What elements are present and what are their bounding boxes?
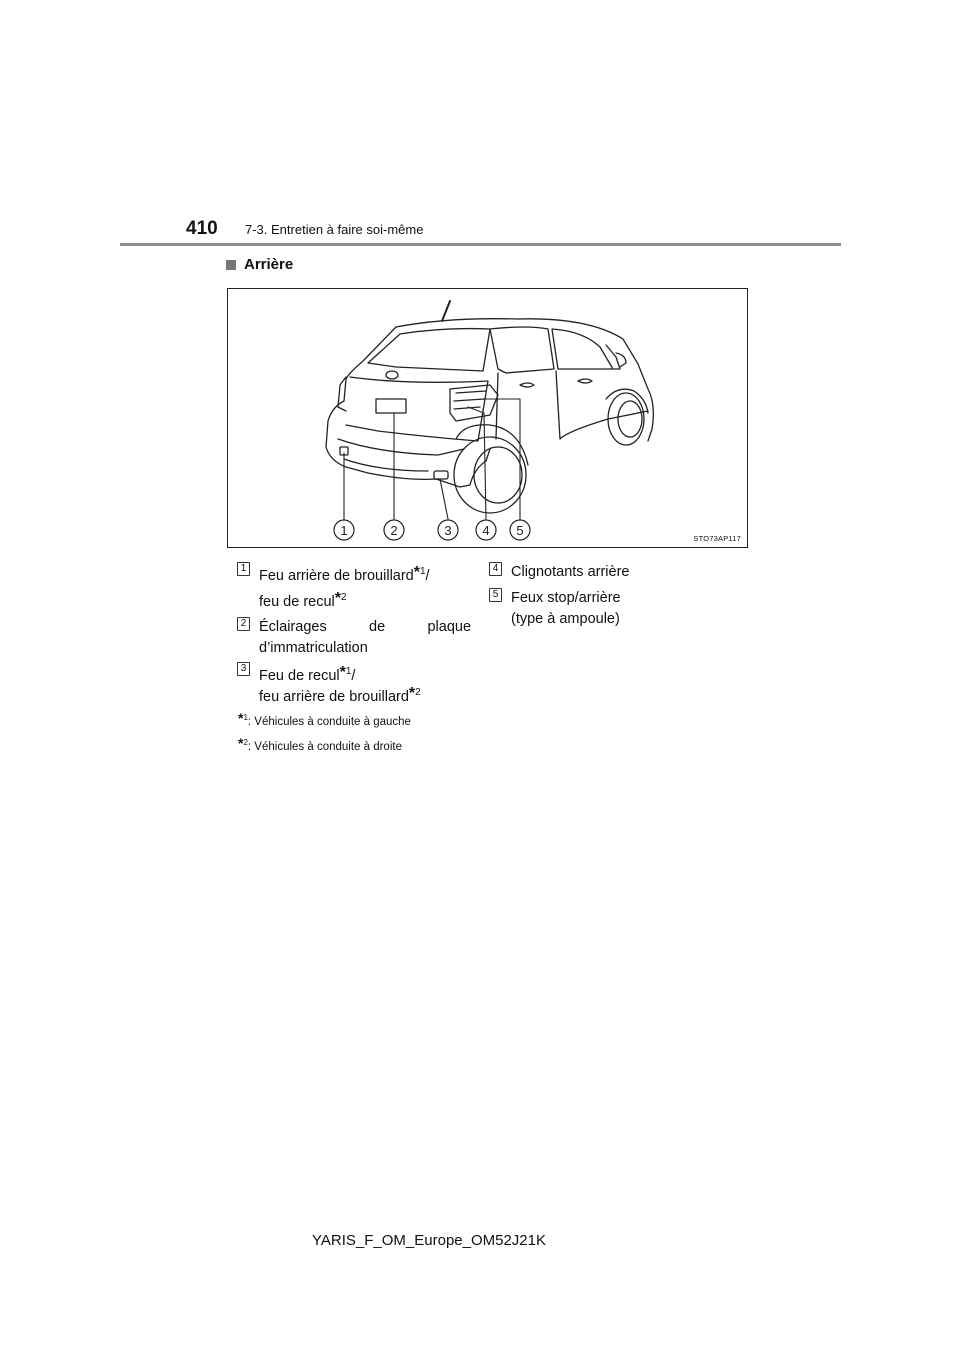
legend-item-3-line1: Feu de recul*$^1$/ — [259, 663, 356, 684]
page-number: 410 — [186, 218, 218, 239]
header-rule — [120, 243, 841, 246]
legend-item-5-line1: Feux stop/arrière — [511, 590, 621, 606]
square-bullet-icon — [226, 260, 236, 270]
legend-number-4: 4 — [489, 562, 502, 576]
car-rear-illustration — [228, 289, 747, 547]
chapter-title: 7-3. Entretien à faire soi-même — [245, 222, 424, 237]
footnote-1: *$^1$: Véhicules à conduite à gauche — [238, 710, 411, 728]
callout-1: 1 — [340, 523, 348, 538]
legend-number-1: 1 — [237, 562, 250, 576]
callout-5: 5 — [516, 523, 524, 538]
legend-item-1-line2: feu de recul*$^2$ — [259, 589, 347, 610]
legend-number-2: 2 — [237, 617, 250, 631]
legend-number-3: 3 — [237, 662, 250, 676]
footer-document-code: YARIS_F_OM_Europe_OM52J21K — [312, 1232, 547, 1249]
legend-item-1-line1: Feu arrière de brouillard*$^1$/ — [259, 563, 430, 584]
legend-number-5: 5 — [489, 588, 502, 602]
callout-3: 3 — [444, 523, 452, 538]
legend-item-5-line2: (type à ampoule) — [511, 611, 620, 627]
section-heading — [226, 256, 293, 273]
legend-item-3-line2: feu arrière de brouillard*$^2$ — [259, 684, 421, 705]
legend-item-2-line1: Éclairages de plaque — [259, 619, 472, 635]
legend-item-4-line1: Clignotants arrière — [511, 564, 630, 580]
callout-2: 2 — [390, 523, 398, 538]
figure-frame — [227, 288, 748, 548]
figure-code: STO73AP117 — [693, 534, 741, 543]
section-heading-text: Arrière — [244, 256, 294, 273]
legend-item-2-line2: d’immatriculation — [259, 640, 368, 656]
footnote-2: *$^2$: Véhicules à conduite à droite — [238, 735, 402, 753]
callout-4: 4 — [482, 523, 490, 538]
